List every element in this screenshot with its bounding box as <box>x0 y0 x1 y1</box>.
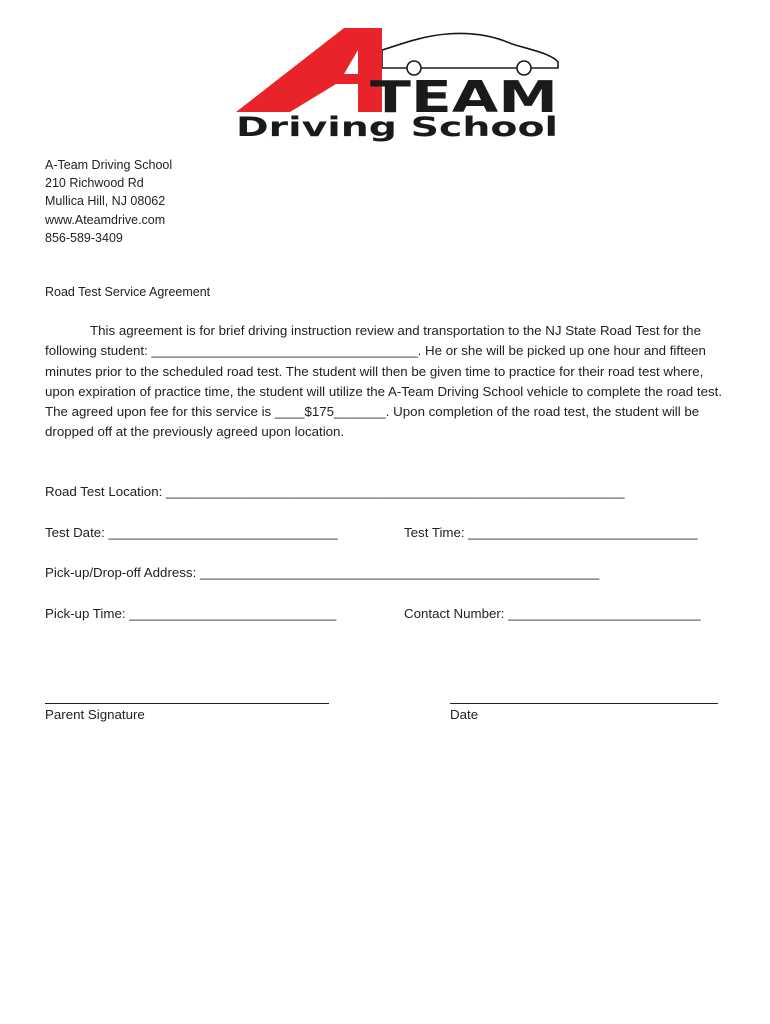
pickup-time-field[interactable]: Pick-up Time: ____________________________ <box>45 606 337 621</box>
logo-subtitle-text: Driving School <box>236 112 558 142</box>
logo-a-shape <box>236 28 382 112</box>
school-city: Mullica Hill, NJ 08062 <box>45 194 166 209</box>
school-website: www.Ateamdrive.com <box>45 212 166 227</box>
test-date-field[interactable]: Test Date: _______________________________ <box>45 525 338 540</box>
logo-graphic <box>232 24 562 142</box>
date-label: Date <box>450 707 479 722</box>
parent-signature-label: Parent Signature <box>45 707 145 722</box>
school-address <box>45 156 172 247</box>
school-street: 210 Richwood Rd <box>45 176 144 191</box>
pickup-address-field[interactable]: Pick-up/Drop-off Address: ______________________________________________________ <box>45 565 600 580</box>
agreement-title: Road Test Service Agreement <box>45 285 211 299</box>
school-name: A-Team Driving School <box>45 158 173 172</box>
logo <box>232 24 562 142</box>
school-phone: 856-589-3409 <box>45 230 123 245</box>
contact-number-field[interactable]: Contact Number: __________________________ <box>404 606 701 621</box>
test-time-field[interactable]: Test Time: _______________________________ <box>404 525 698 540</box>
road-test-location-field[interactable]: Road Test Location: ______________________________________________________________ <box>45 484 625 499</box>
parent-signature-line[interactable] <box>45 703 329 704</box>
logo-team-text: TEAM <box>370 72 558 123</box>
date-signature-line[interactable] <box>450 703 718 704</box>
agreement-body: This agreement is for brief driving instruction review and transportation to the NJ State Road Test for the following student: ____________________________________. He or she will be picked up one hour and fifteen minutes prior to the scheduled road test. The student will then be given time to practice for their road test where, upon expiration of practice time, the student will utilize the A-Team Driving School vehicle to complete the road test. The agreed upon fee for this service is ____$175_______. Upon completion of the road test, the student will be dropped off at the previously agreed upon location. <box>45 323 723 440</box>
